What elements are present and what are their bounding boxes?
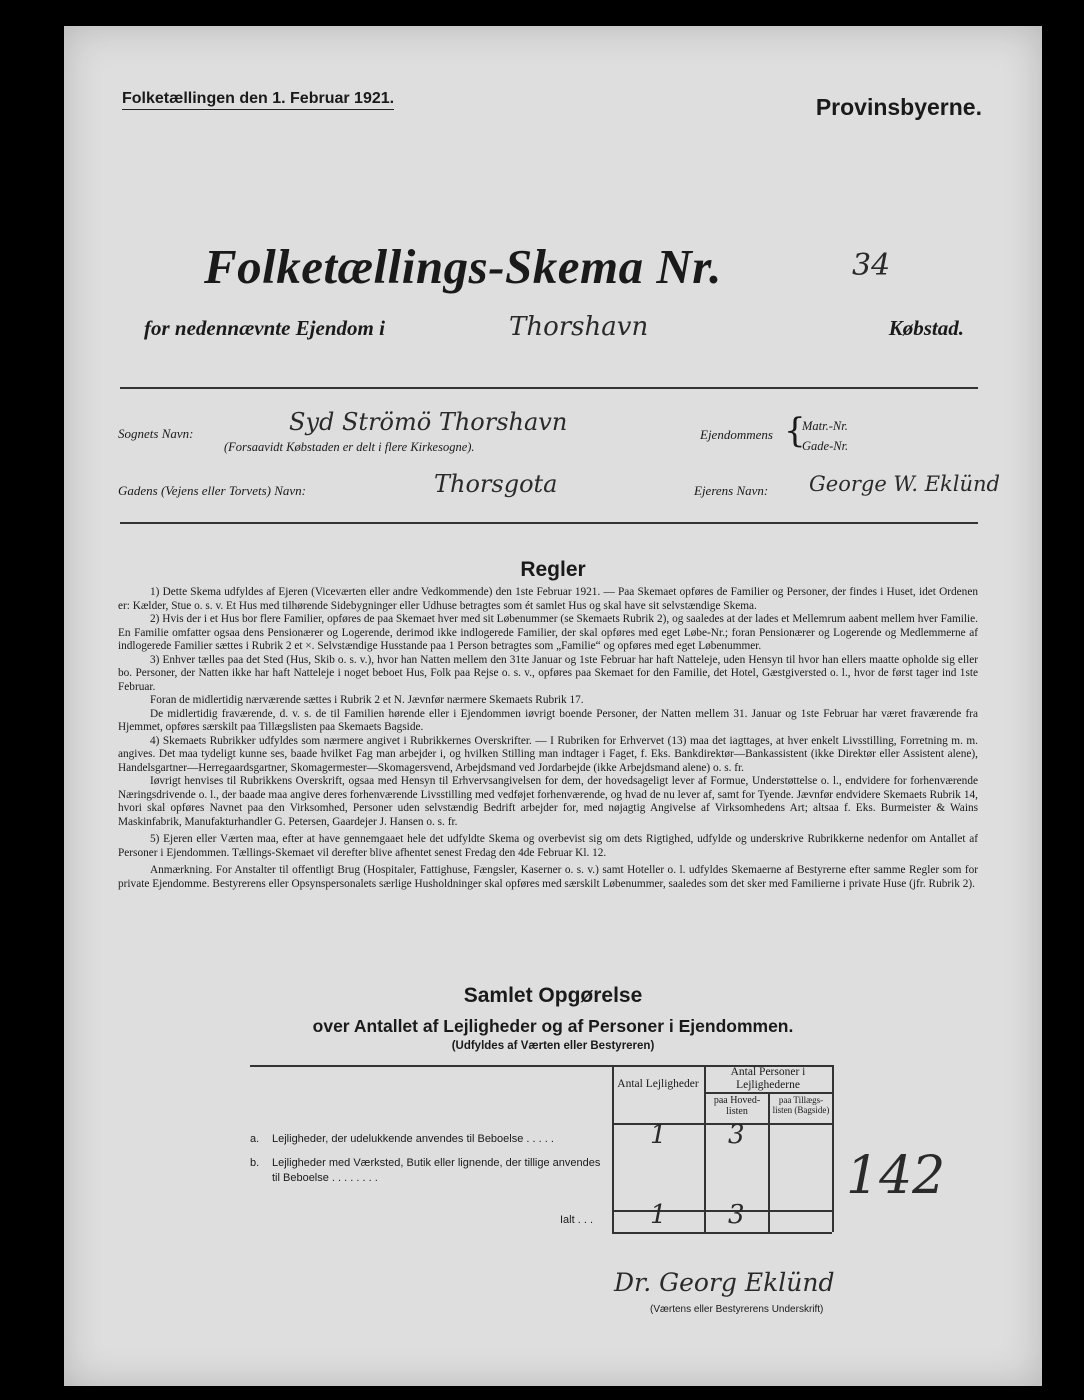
- row-a-letter: a.: [250, 1133, 260, 1145]
- city-name: Thorshavn: [509, 312, 649, 342]
- rule-paragraph: 5) Ejeren eller Værten maa, efter at have gennemgaaet hele det udfyldte Skema og overbevist sig om dets Rigtighed, udfylde og underskrive Rubrikkerne nedenfor om Antallet af Personer i Ejendommen. Tællings-Skemaet vil derefter blive afhentet senest Fredag den 4de Februar Kl. 12.: [118, 833, 978, 859]
- ialt-antal: 1: [650, 1200, 667, 1230]
- row-b-label: Lejligheder med Værksted, Butik eller lignende, der tillige anvendes til Beboelse . . . . . . . .: [272, 1157, 601, 1184]
- gade-nr-label: Gade-Nr.: [802, 439, 849, 453]
- rule-paragraph: Foran de midlertidig nærværende sættes i Rubrik 2 et N. Jævnfør nærmere Skemaets Rubrik 17.: [150, 694, 584, 706]
- census-date-header: Folketællingen den 1. Februar 1921.: [122, 90, 394, 110]
- parish-note: (Forsaavidt Købstaden er delt i flere Kirkesogne).: [224, 440, 475, 454]
- summary-subtitle: over Antallet af Lejligheder og af Personer i Ejendommen.: [312, 1016, 794, 1036]
- col-hovedlisten: paa Hoved-listen: [713, 1095, 761, 1117]
- parish-label: Sognets Navn:: [118, 426, 194, 441]
- street-label: Gadens (Vejens eller Torvets) Navn:: [118, 483, 306, 498]
- col-tillaegslisten: paa Tillægs-listen (Bagside): [772, 1095, 830, 1115]
- matr-label: Matr.-Nr.: [802, 419, 848, 433]
- signature-caption: (Værtens eller Bestyrerens Underskrift): [650, 1304, 824, 1315]
- row-a-hoved: 3: [728, 1120, 745, 1150]
- summary-note: (Udfyldes af Værten eller Bestyreren): [451, 1040, 655, 1052]
- ialt-hoved: 3: [728, 1200, 745, 1230]
- margin-note: 142: [846, 1146, 946, 1206]
- street-value: Thorsgota: [434, 470, 558, 498]
- owner-value: George W. Eklünd: [809, 472, 1000, 496]
- rules-text: [118, 586, 978, 891]
- ialt-label: Ialt . . .: [560, 1214, 594, 1226]
- rule-paragraph: 4) Skemaets Rubrikker udfyldes som nærmere angivet i Rubrikkernes Overskrifter. — I Rubriken for Erhvervet (13) maa det iagttages, at hver enkelt Livsstilling, Forretning m. m. angives. Det maa tydeligt kunne ses, baade hvilket Fag man arbejder i, og hvilken Stilling man indtager i Faget, f. Eks. Bankdirektør—Bankassistent (ikke Direktør eller Assistent alene), Handelsgartner—Herregaardsgartner, Skomagermester—Skomagersvend, Arbejdsmand ved Jordarbejde (ikke Arbejdsmand alene) o. s. fr.: [118, 734, 978, 774]
- ejendommens-label: Ejendommens: [700, 427, 773, 442]
- brace: {: [784, 411, 806, 451]
- rule-paragraph: 3) Enhver tælles paa det Sted (Hus, Skib o. s. v.), hvor han Natten mellem den 31te Januar og 1ste Februar har haft Natteleje, uden Hensyn til hvor han ellers maatte opholde sig eller bo. Personer, der Natten ikke har haft Natteleje i noget beboet Hus, Folk paa Rejse o. s. v., opføres paa Skemaet for den Familie, det Hotel, Gæstgiversted o. l., hvor de først tager ind 1ste Februar.: [118, 653, 978, 693]
- row-a-antal: 1: [650, 1120, 667, 1150]
- rule-paragraph: 1) Dette Skema udfyldes af Ejeren (Viceværten eller andre Vedkommende) den 1ste Februar 1921. — Paa Skemaet opføres de Familier og Personer, der findes i Huset, idet Ordenen er: Kælder, Stue o. s. v. Et Hus med tilhørende Sidebygninger eller Udhuse betragtes som ét samlet Hus og skal have sit selvstændige Skema.: [118, 586, 978, 612]
- col-antal-personer: Antal Personer i Lejlighederne: [730, 1066, 806, 1091]
- divider-top: [120, 387, 978, 389]
- property-label: for nedennævnte Ejendom i: [144, 316, 385, 340]
- col-antal-lejligheder: Antal Lejligheder: [617, 1078, 699, 1090]
- row-b-letter: b.: [250, 1157, 260, 1169]
- signature: Dr. Georg Eklünd: [614, 1268, 835, 1297]
- summary-title: Samlet Opgørelse: [463, 984, 643, 1007]
- form-title: Folketællings-Skema Nr.: [204, 239, 722, 294]
- rule-paragraph: 2) Hvis der i et Hus bor flere Familier, opføres de paa Skemaet hver med sit Løbenummer (se Skemaets Rubrik 2), og saaledes at der lades et Mellemrum aabent mellem hver Familie. En Familie omfatter ogsaa dens Pensionærer og Logerende, derimod ikke indlogerede Familier, der skal opføres med eget Løbe-Nr.; foran Pensionærer og Logerende og Medlemmerne af indlogerede Familier sættes i Rubrik 2 et ×. Selvstændige Husstande paa 1 Person betragtes som „Familie“ og opføres med eget Løbenummer.: [118, 613, 978, 652]
- owner-label: Ejerens Navn:: [694, 483, 769, 498]
- rule-paragraph: De midlertidig fraværende, d. v. s. de til Familien hørende eller i Ejendommen iøvrigt boende Personer, der Natten mellem 31. Januar og 1ste Februar har været fraværende fra Hjemmet, opføres særskilt paa Tillægslisten paa Skemaets Bagside.: [118, 707, 978, 733]
- rule-paragraph: Iøvrigt henvises til Rubrikkens Overskrift, ogsaa med Hensyn til Erhvervsangivelsen for dem, der hovedsageligt lever af Formue, Understøttelse o. l., endvidere for forhenværende Næringsdrivende o. l., der baade maa angive deres forhenværende Livsstilling med vedføjet forhenværende, og hvad de nu lever af, samt for Tyende. Jævnfør endvidere Skemaets Rubrik 14, hvori skal opføres Navnet paa den Virksomhed, Personer uden selvstændig Bedrift arbejder for, med nøjagtig Angivelse af Virksomhedens Art; altsaa f. Eks. Burmeister & Wains Maskinfabrik, Manufakturhandler G. Petersen, Gaardejer J. Hansen o. s. fr.: [118, 775, 978, 828]
- rules-title: Regler: [520, 558, 586, 581]
- census-form-sheet: [64, 26, 1042, 1386]
- form-number: 34: [852, 248, 891, 283]
- province-header: Provinsbyerne.: [815, 94, 982, 120]
- kobstad-label: Købstad.: [888, 316, 964, 340]
- row-a-label: Lejligheder, der udelukkende anvendes til Beboelse . . . . .: [272, 1133, 554, 1145]
- rule-annotation: Anmærkning. For Anstalter til offentligt Brug (Hospitaler, Fattighuse, Fængsler, Kaserner o. s. v.) samt Hoteller o. l. udfyldes Skemaerne af Bestyrerne efter samme Regler som for private Ejendomme. Bestyrerens eller Opsynspersonalets særlige Husholdninger skal opføres med særskilt Løbenummer, saaledes som det sker med Familierne i private Huse (jfr. Rubrik 2).: [118, 864, 978, 890]
- parish-value: Syd Strömö Thorshavn: [289, 408, 568, 436]
- divider-fields: [120, 522, 978, 524]
